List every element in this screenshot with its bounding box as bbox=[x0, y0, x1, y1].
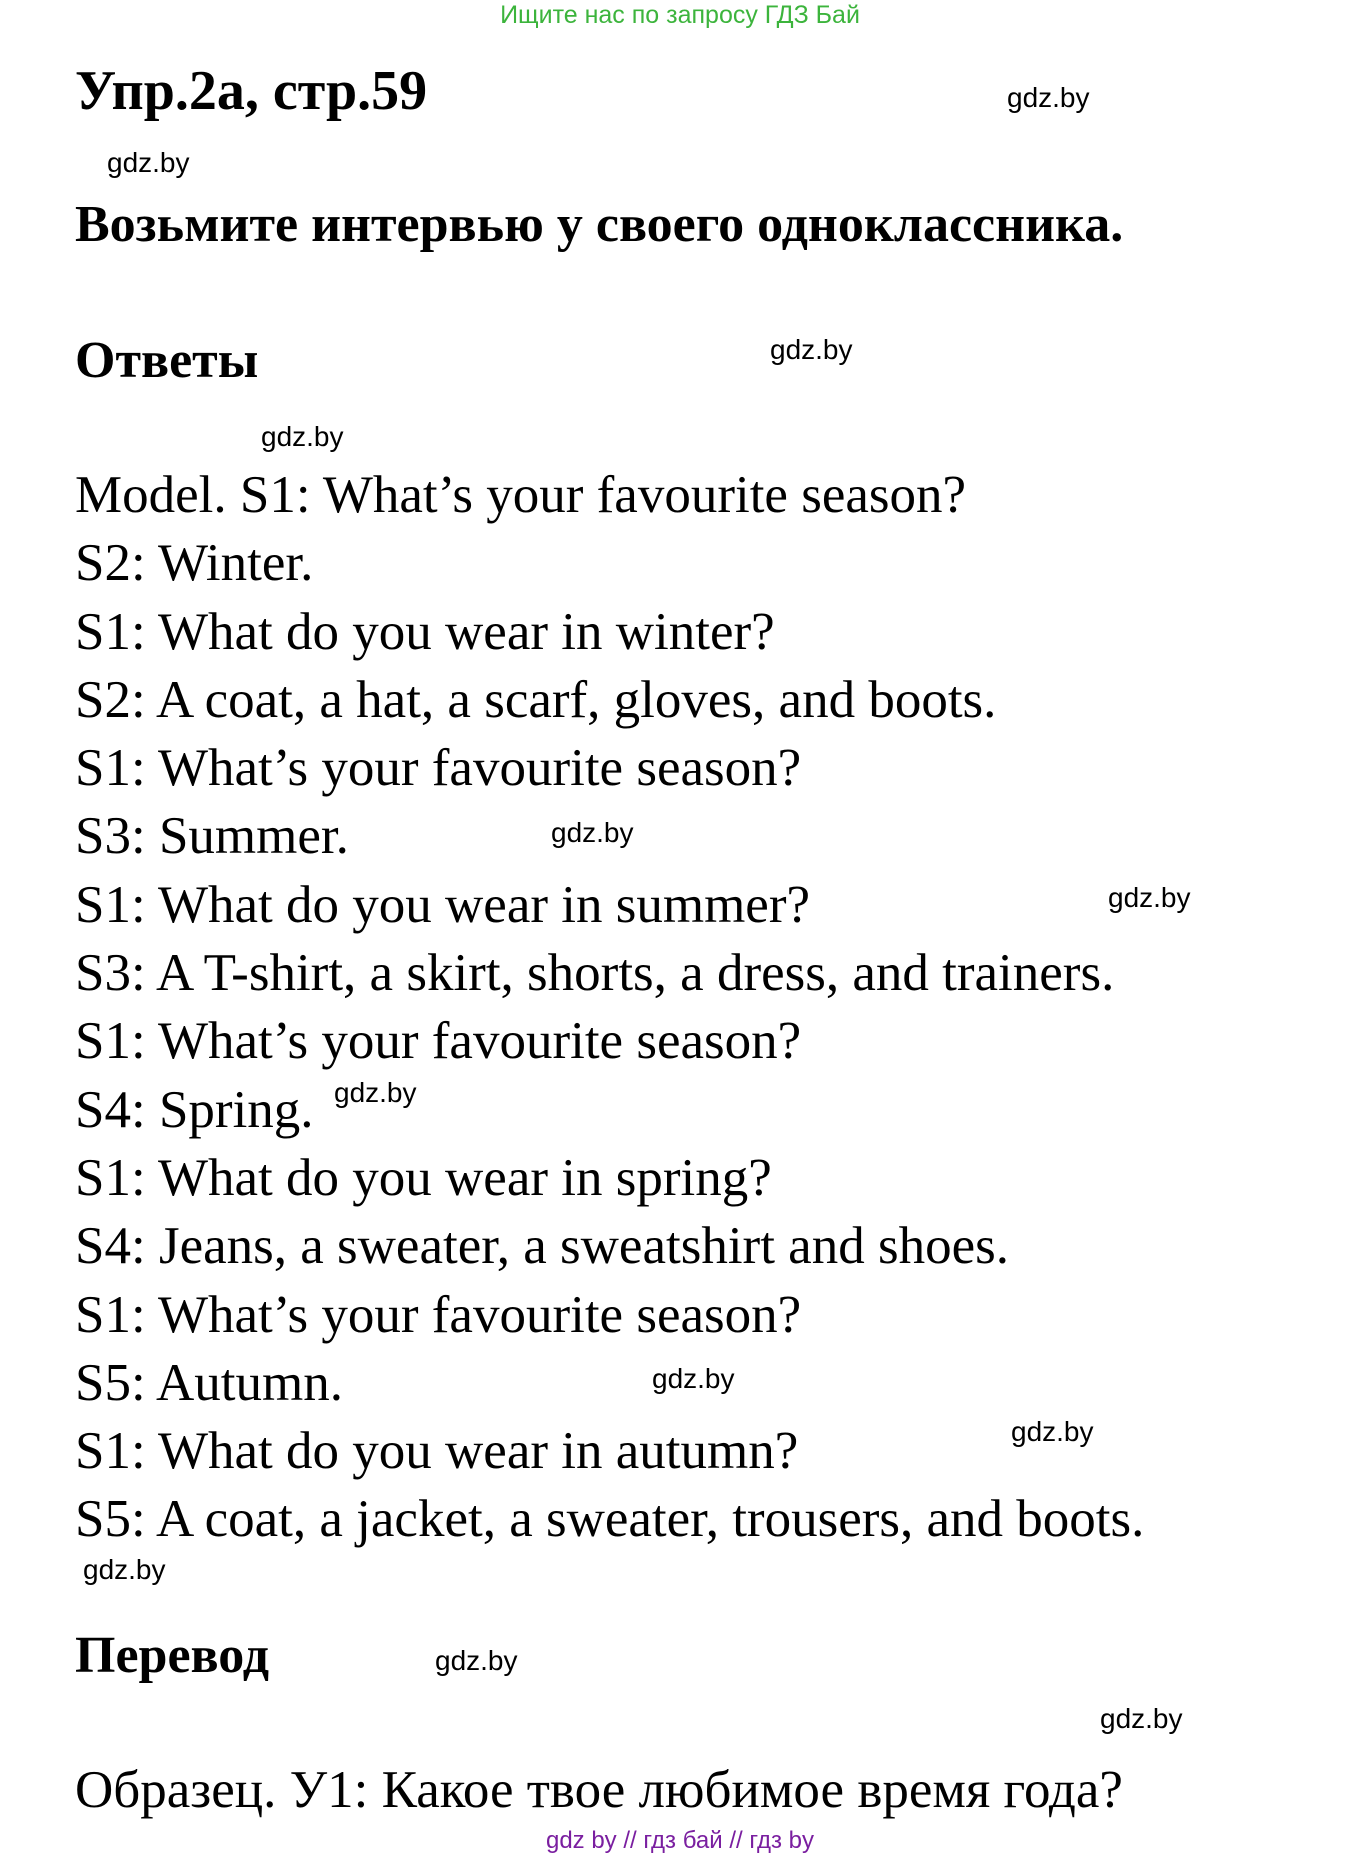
answers-list bbox=[75, 461, 1144, 1554]
answer-line: S1: What’s your favourite season? bbox=[75, 1012, 802, 1071]
answer-line: S4: Jeans, a sweater, a sweatshirt and shoes. bbox=[75, 1217, 1009, 1276]
translation-line: Образец. У1: Какое твое любимое время года? bbox=[75, 1761, 1123, 1819]
watermark: gdz.by bbox=[1108, 882, 1191, 913]
watermark: gdz.by bbox=[1100, 1703, 1183, 1734]
watermark: gdz.by bbox=[107, 147, 190, 178]
watermark: gdz.by bbox=[770, 334, 853, 365]
answer-line: Model. S1: What’s your favourite season? bbox=[75, 466, 967, 524]
answer-line: S4: Spring. bbox=[75, 1080, 314, 1139]
answer-line: S5: A coat, a jacket, a sweater, trousers, and boots. bbox=[75, 1490, 1145, 1549]
watermark: gdz.by bbox=[551, 817, 634, 848]
answer-line: S2: A coat, a hat, a scarf, gloves, and boots. bbox=[75, 670, 997, 729]
answer-line: S3: Summer. bbox=[75, 807, 349, 866]
answer-line: S1: What’s your favourite season? bbox=[75, 1285, 802, 1344]
top-banner: Ищите нас по запросу ГДЗ Бай bbox=[500, 1, 860, 29]
watermark: gdz.by bbox=[83, 1554, 166, 1585]
answer-line: S5: Autumn. bbox=[75, 1353, 344, 1412]
answer-line: S1: What do you wear in winter? bbox=[75, 602, 775, 661]
watermark: gdz.by bbox=[261, 421, 344, 452]
watermark: gdz.by bbox=[652, 1363, 735, 1394]
footer: gdz by // гдз бай // гдз by bbox=[545, 1827, 815, 1854]
watermark: gdz.by bbox=[435, 1645, 518, 1676]
answer-line: S1: What do you wear in spring? bbox=[75, 1148, 772, 1207]
exercise-title: Упр.2а, стр.59 bbox=[75, 60, 428, 122]
answer-line: S1: What do you wear in summer? bbox=[75, 875, 810, 934]
task-text: Возьмите интервью у своего одноклассника. bbox=[75, 196, 1124, 253]
answer-line: S3: A T-shirt, a skirt, shorts, a dress, and trainers. bbox=[75, 944, 1115, 1003]
answers-heading: Ответы bbox=[75, 332, 259, 389]
answer-line: S1: What’s your favourite season? bbox=[75, 739, 802, 798]
watermark: gdz.by bbox=[334, 1077, 417, 1108]
watermark: gdz.by bbox=[1007, 82, 1090, 113]
answer-line: S2: Winter. bbox=[75, 534, 314, 593]
watermark: gdz.by bbox=[1011, 1416, 1094, 1447]
translation-heading: Перевод bbox=[75, 1627, 270, 1684]
answer-line: S1: What do you wear in autumn? bbox=[75, 1422, 799, 1481]
